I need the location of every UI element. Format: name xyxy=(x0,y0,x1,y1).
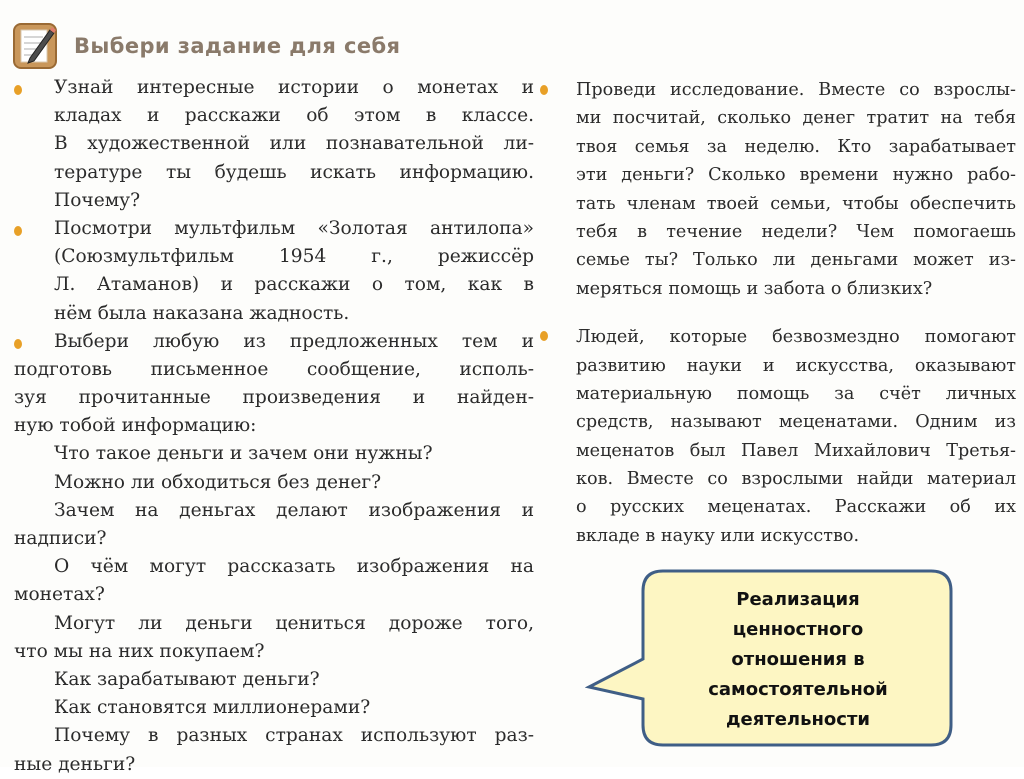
task-4-line: Проведи исследование. Вместе со взрослы- xyxy=(576,80,1016,100)
task-4-line: эти деньги? Сколько времени нужно рабо- xyxy=(576,165,1016,186)
task-4-line: меряться помощь и забота о близких? xyxy=(576,278,933,299)
callout-bubble xyxy=(585,567,957,750)
task-4-line: тебя в течение недели? Чем помогаешь xyxy=(576,221,1016,242)
task-4-line: семье ты? Только ли деньгами может из- xyxy=(576,250,1016,271)
bullet-icon xyxy=(14,339,22,349)
task-5-line: меценатов был Павел Михайлович Третья- xyxy=(576,440,1016,461)
page-header xyxy=(12,18,400,74)
topic-line: что мы на них покупаем? xyxy=(14,640,265,662)
topic-line: Зачем на деньгах делают изображения и xyxy=(54,499,534,521)
task-4-line: ми посчитай, сколько денег тратит на тебя xyxy=(576,108,1016,129)
callout-line: ценностного xyxy=(732,619,864,640)
bullet-icon xyxy=(540,85,548,95)
topic-line: Почему в разных странах используют раз- xyxy=(54,725,534,747)
task-5-line: ков. Вместе со взрослыми найди материал xyxy=(576,469,1016,490)
task-1-line: В художественной или познавательной ли- xyxy=(54,133,534,155)
task-2-line: Посмотри мультфильм «Золотая антилопа» xyxy=(54,217,534,239)
right-column xyxy=(576,76,1016,550)
topic-line: О чём могут рассказать изображения на xyxy=(54,556,534,578)
topic-line: монетах? xyxy=(14,584,105,606)
task-2-line: Л. Атаманов) и расскажи о том, как в xyxy=(54,274,534,296)
task-5-line: материальную помощь за счёт личных xyxy=(576,383,1016,404)
callout-line: отношения в xyxy=(731,649,865,670)
left-column xyxy=(14,74,534,779)
bullet-icon xyxy=(14,226,22,236)
task-3-line: ную тобой информацию: xyxy=(14,415,257,437)
task-4-line: тать членам твоей семьи, чтобы обеспечить xyxy=(576,193,1016,214)
task-5-line: Людей, которые безвозмездно помогают xyxy=(576,327,1016,348)
task-2-line: нём была наказана жадность. xyxy=(54,302,350,324)
task-4-line: твоя семья за неделю. Кто зарабатывает xyxy=(576,136,1016,157)
topic-line: ные деньги? xyxy=(14,753,136,775)
callout-line: самостоятельной xyxy=(708,679,888,700)
task-3-line: подготовь письменное сообщение, исполь- xyxy=(14,358,534,380)
task-3-line: Выбери любую из предложенных тем и xyxy=(54,330,534,352)
pencil-paper-icon xyxy=(12,20,60,72)
task-1-line: тературе ты будешь искать информацию. xyxy=(54,161,534,183)
task-3-line: зуя прочитанные произведения и найден- xyxy=(14,387,534,409)
callout-text xyxy=(645,585,951,735)
topic-line: Что такое деньги и зачем они нужны? xyxy=(54,443,433,465)
topic-line: Как становятся миллионерами? xyxy=(54,697,371,719)
topic-line: надписи? xyxy=(14,528,107,549)
task-5-line: о русских меценатах. Расскажи об их xyxy=(576,497,1016,518)
page-title: Выбери задание для себя xyxy=(74,34,401,58)
callout-line: Реализация xyxy=(736,589,860,610)
bullet-icon xyxy=(14,85,22,95)
topic-line: Можно ли обходиться без денег? xyxy=(54,471,382,493)
task-2-line: (Союзмультфильм 1954 г., режиссёр xyxy=(54,246,534,268)
task-1-line: кладах и расскажи об этом в классе. xyxy=(54,105,534,127)
task-5-line: развитию науки и искусства, оказывают xyxy=(576,355,1016,376)
callout-line: деятельности xyxy=(725,709,871,730)
topic-line: Как зарабатывают деньги? xyxy=(54,668,320,690)
task-5-line: вкладе в науку или искусство. xyxy=(576,525,860,546)
task-5-line: средств, называют меценатами. Одним из xyxy=(576,412,1016,433)
task-1-line: Почему? xyxy=(54,189,141,211)
topic-line: Могут ли деньги цениться дороже того, xyxy=(54,612,534,634)
task-1-line: Узнай интересные истории о монетах и xyxy=(54,77,534,98)
bullet-icon xyxy=(540,331,548,341)
